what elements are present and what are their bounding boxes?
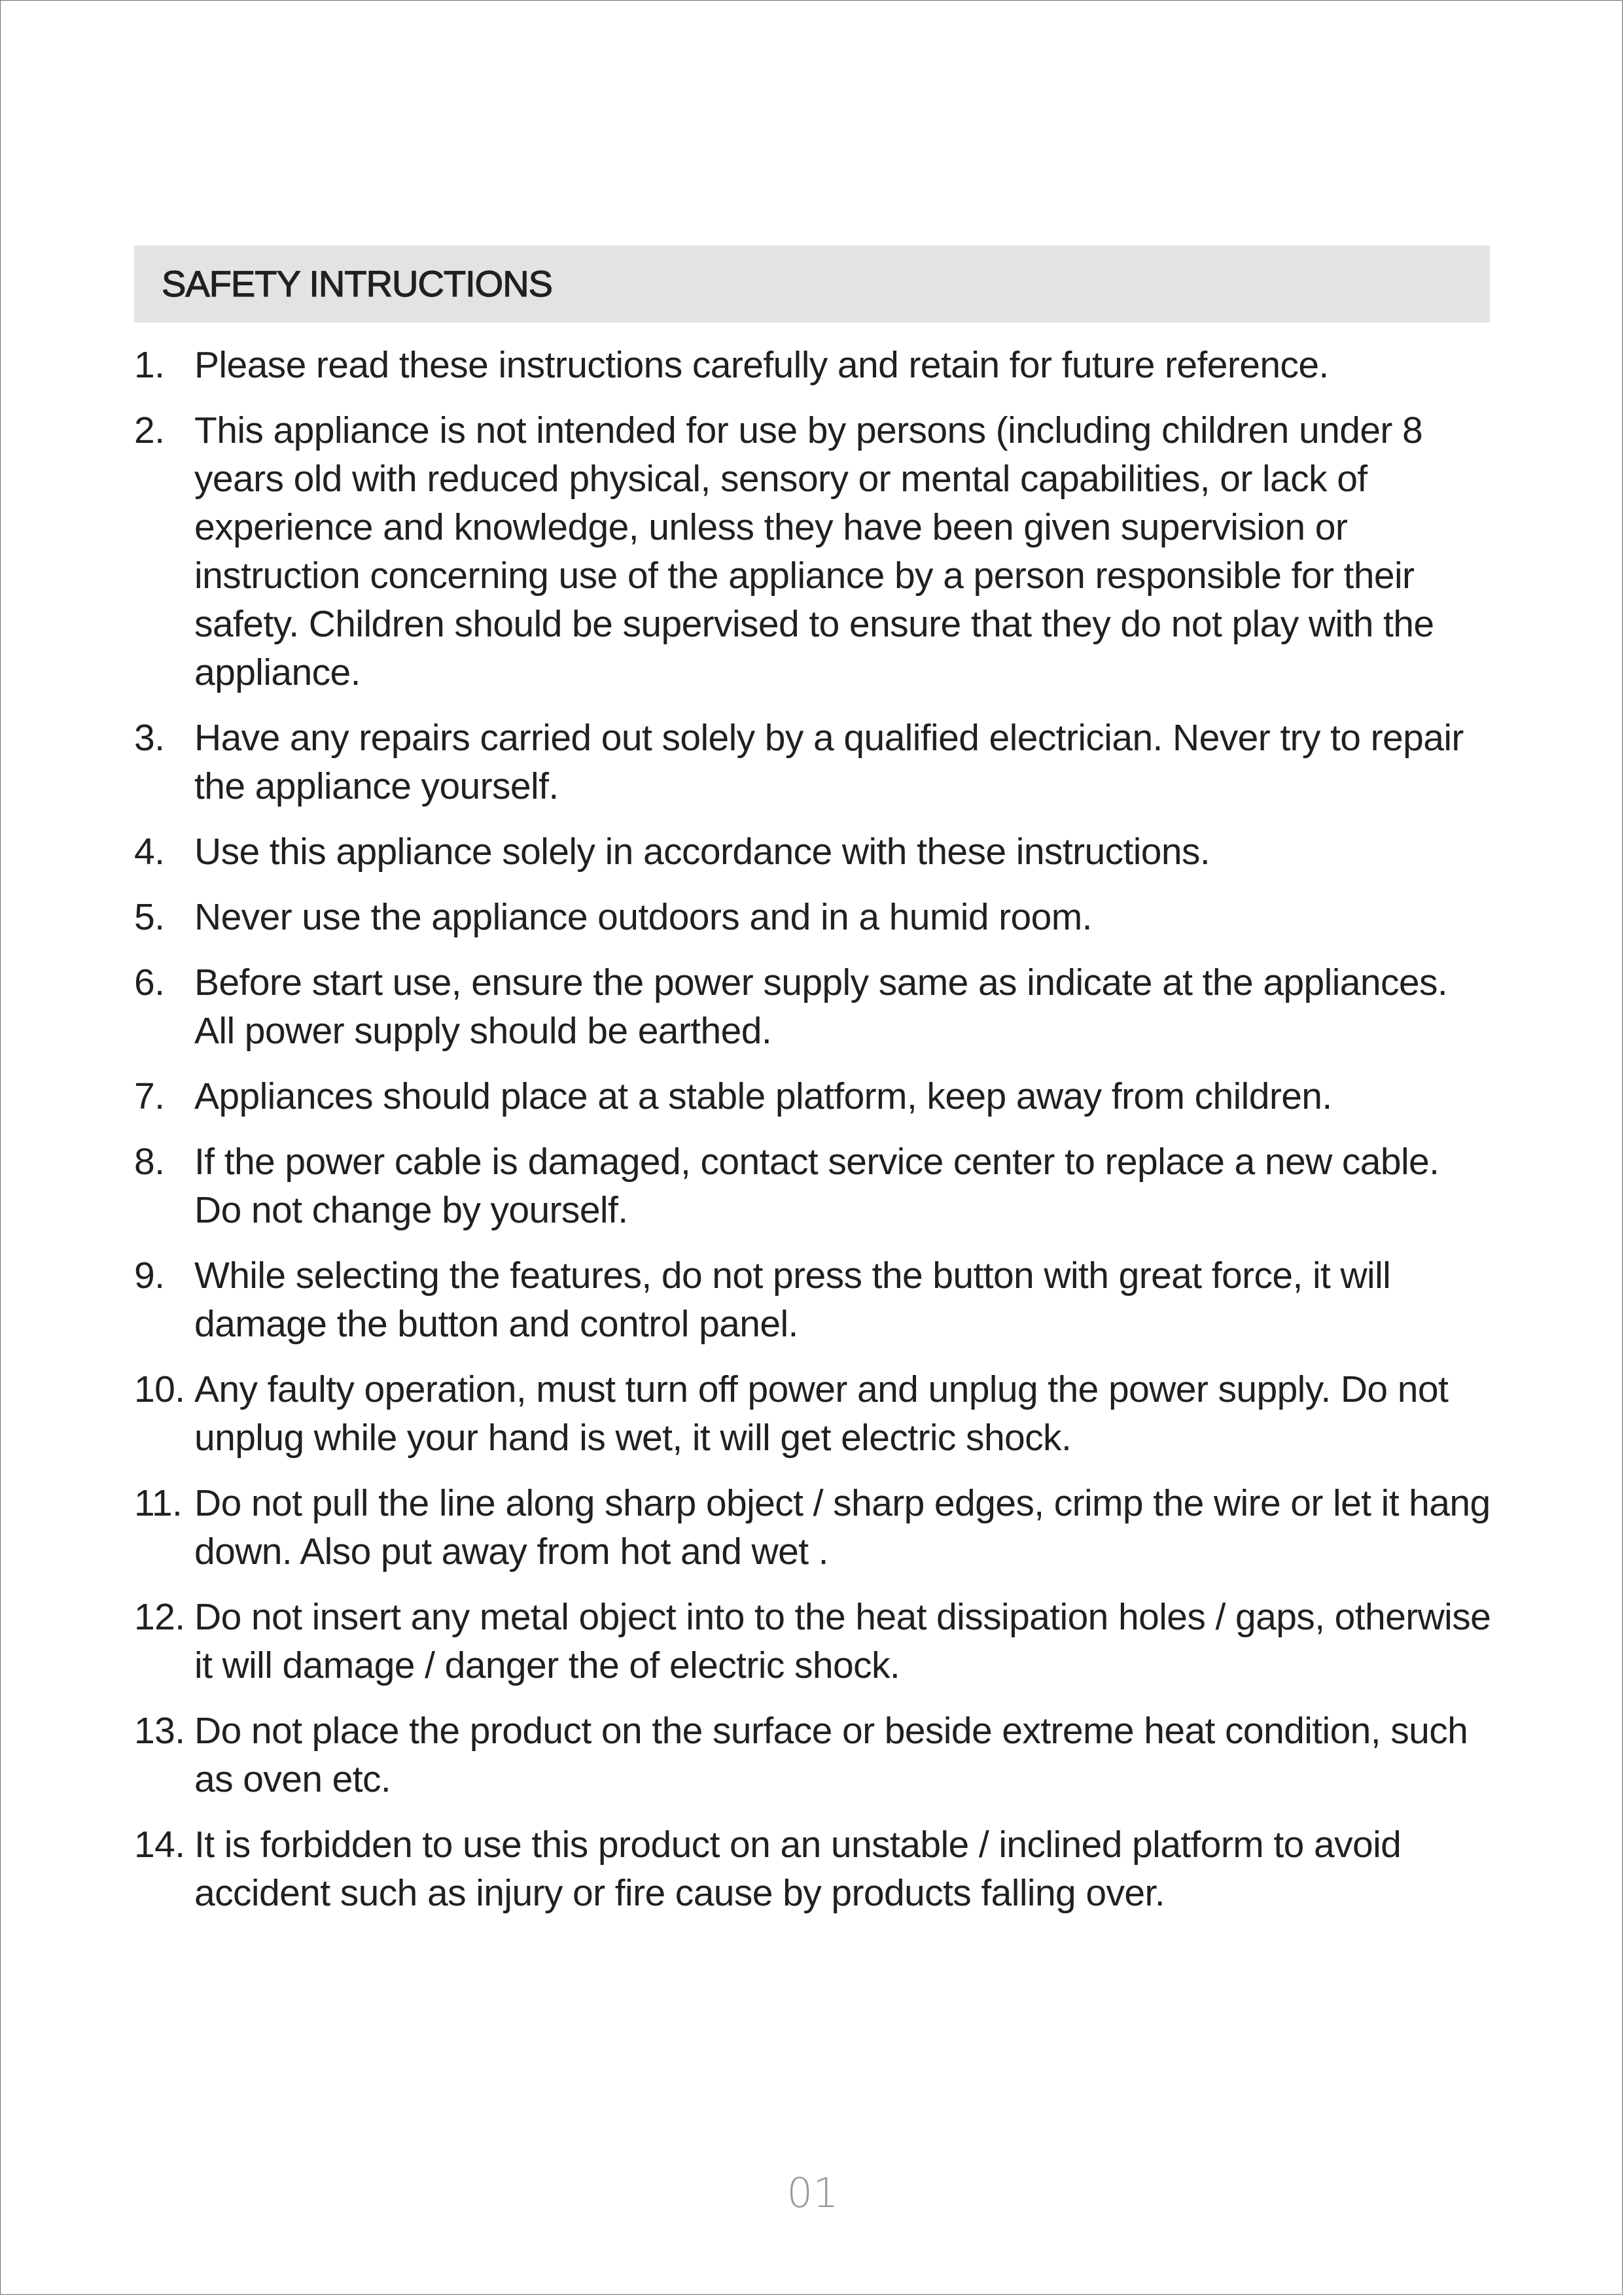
item-text: If the power cable is damaged, contact service center to replace a new cable. Do not change by yourself.: [194, 1141, 1439, 1231]
item-text: Any faulty operation, must turn off power and unplug the power supply. Do not unplug while your hand is wet, it will get electric shock.: [194, 1368, 1449, 1459]
list-item: [134, 406, 1495, 697]
item-number: 12.: [134, 1596, 185, 1638]
list-item: [134, 893, 1495, 941]
item-text: Use this appliance solely in accordance with these instructions.: [194, 831, 1210, 873]
item-number: 6.: [134, 962, 165, 1003]
page-number: 01: [786, 2169, 839, 2217]
list-item: [134, 1593, 1495, 1690]
item-number: 13.: [134, 1710, 185, 1752]
list-item: [134, 1365, 1495, 1462]
item-text: Before start use, ensure the power supply same as indicate at the appliances. All power supply should be earthed.: [194, 962, 1448, 1052]
item-text: Never use the appliance outdoors and in a humid room.: [194, 896, 1092, 938]
item-number: 2.: [134, 409, 165, 451]
item-number: 10.: [134, 1368, 185, 1410]
item-number: 8.: [134, 1141, 165, 1183]
list-item: [134, 1479, 1495, 1576]
list-item: [134, 714, 1495, 810]
safety-instruction-list: [134, 341, 1495, 1934]
section-title: SAFETY INTRUCTIONS: [162, 263, 553, 304]
list-item: [134, 1820, 1495, 1917]
item-number: 4.: [134, 831, 165, 873]
item-number: 11.: [134, 1482, 183, 1524]
item-number: 1.: [134, 344, 165, 386]
item-text: Please read these instructions carefully and retain for future reference.: [194, 344, 1329, 386]
list-item: [134, 1072, 1495, 1121]
item-number: 5.: [134, 896, 165, 938]
section-header: [134, 245, 1490, 322]
item-number: 7.: [134, 1075, 165, 1117]
item-number: 9.: [134, 1255, 165, 1296]
item-text: Do not pull the line along sharp object / sharp edges, crimp the wire or let it hang down. Also put away from hot and wet .: [194, 1482, 1491, 1573]
item-text: It is forbidden to use this product on an unstable / inclined platform to avoid accident such as injury or fire cause by products falling over.: [194, 1824, 1402, 1914]
item-text: Have any repairs carried out solely by a qualified electrician. Never try to repair the appliance yourself.: [194, 717, 1464, 807]
item-text: Do not insert any metal object into to the heat dissipation holes / gaps, otherwise it will damage / danger the of electric shock.: [194, 1596, 1491, 1686]
list-item: [134, 341, 1495, 389]
list-item: [134, 1138, 1495, 1234]
list-item: [134, 1707, 1495, 1803]
item-number: 14.: [134, 1824, 185, 1866]
list-item: [134, 1251, 1495, 1348]
item-text: This appliance is not intended for use by persons (including children under 8 years old with reduced physical, sensory or mental capabilities, or lack of experience and knowledge, unless they have been given supervision or instruction concerning use of the appliance by a person responsible for their safety. Children should be supervised to ensure that they do not play with the appliance.: [194, 409, 1434, 693]
item-number: 3.: [134, 717, 165, 759]
list-item: [134, 958, 1495, 1055]
item-text: Do not place the product on the surface or beside extreme heat condition, such as oven etc.: [194, 1710, 1468, 1800]
list-item: [134, 827, 1495, 876]
item-text: While selecting the features, do not press the button with great force, it will damage the button and control panel.: [194, 1255, 1391, 1345]
item-text: Appliances should place at a stable platform, keep away from children.: [194, 1075, 1332, 1117]
